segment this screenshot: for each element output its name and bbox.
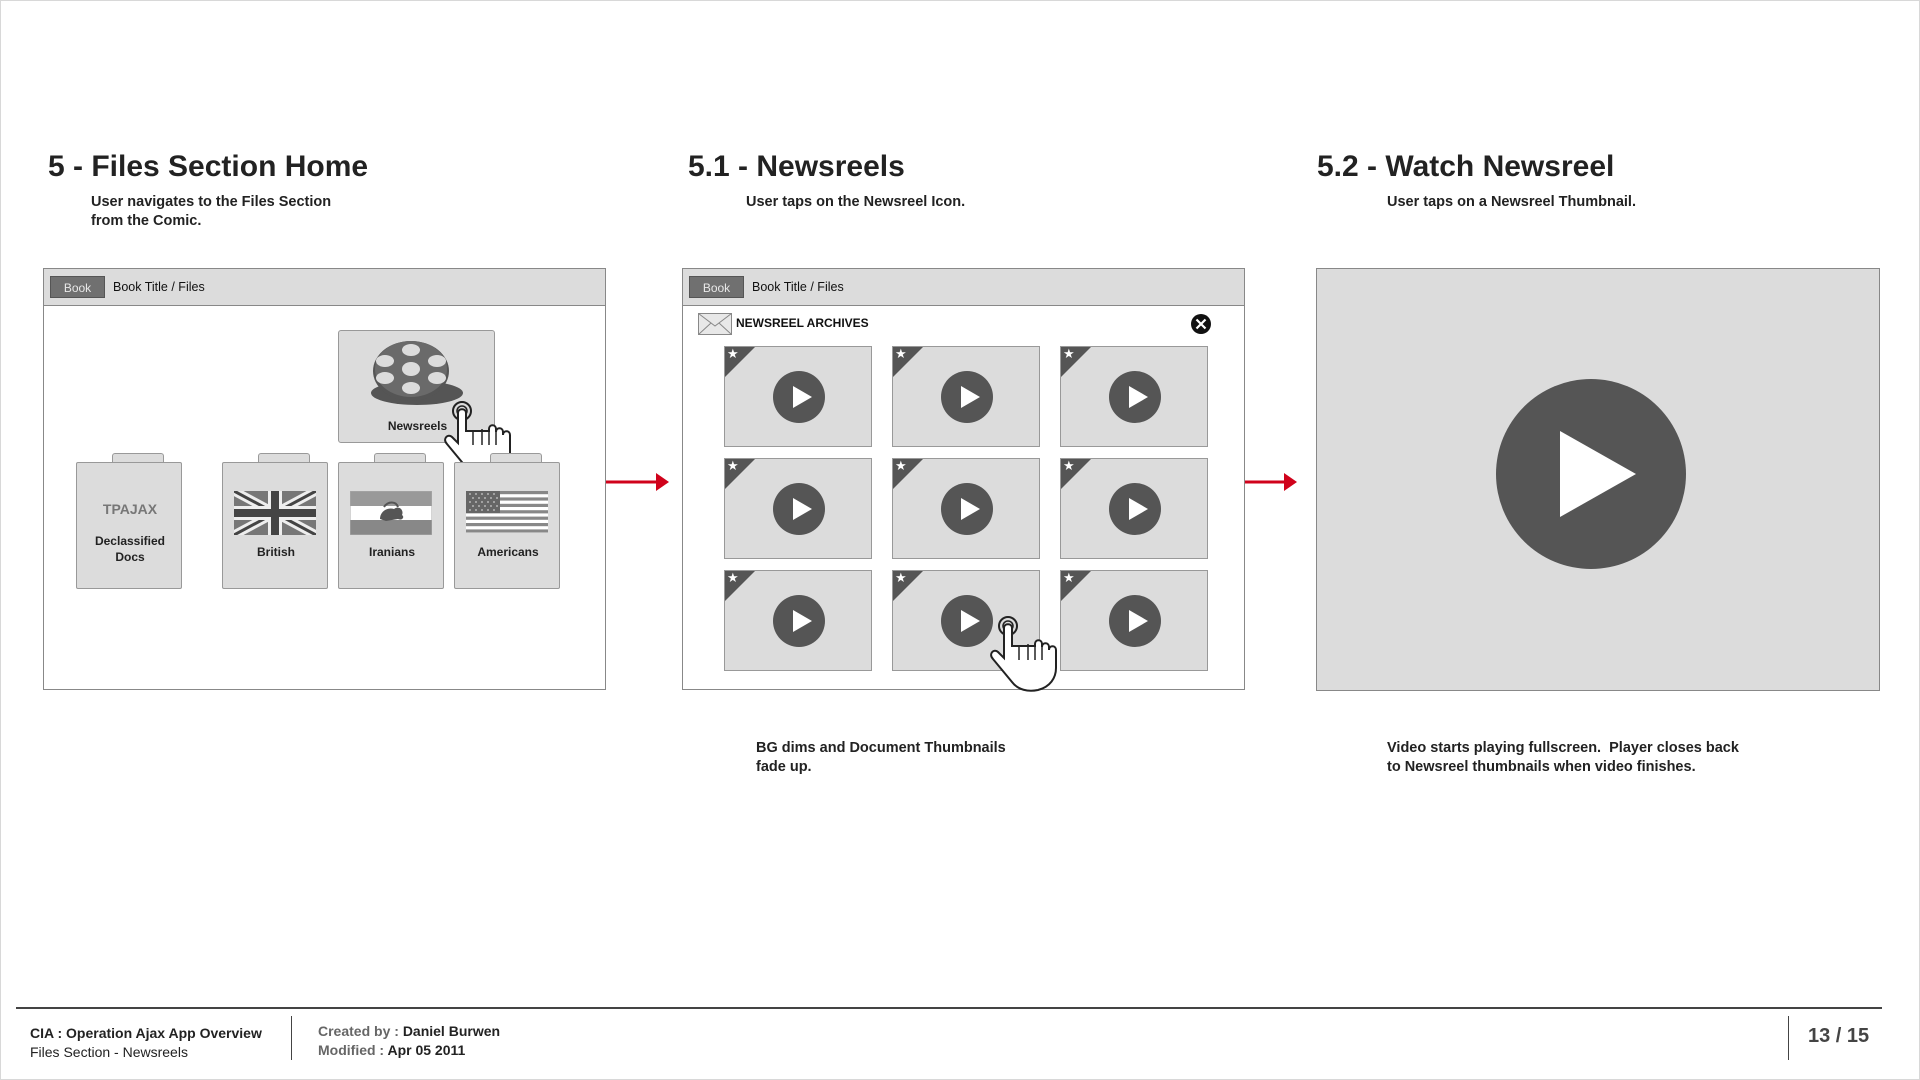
flow-arrow-icon [1245, 470, 1298, 494]
created-by: Daniel Burwen [402, 1023, 501, 1039]
play-icon [941, 595, 993, 647]
star-icon: ★ [1063, 346, 1075, 361]
top-bar [44, 269, 605, 306]
star-icon: ★ [727, 570, 739, 585]
play-icon [773, 371, 825, 423]
newsreel-thumbnail[interactable] [892, 346, 1040, 447]
star-icon: ★ [1063, 570, 1075, 585]
note-newsreels [756, 739, 1006, 777]
us-flag-icon [466, 491, 548, 533]
top-bar [683, 269, 1244, 306]
star-icon: ★ [895, 570, 907, 585]
play-icon [1109, 483, 1161, 535]
newsreel-thumbnail[interactable] [1060, 346, 1208, 447]
star-icon: ★ [895, 346, 907, 361]
newsreel-thumbnail[interactable] [1060, 458, 1208, 559]
play-icon [773, 483, 825, 535]
note-line: fade up. [756, 759, 812, 775]
folder-iranians[interactable] [338, 462, 444, 589]
desc-line: from the Comic. [91, 213, 202, 229]
play-icon [941, 371, 993, 423]
star-icon: ★ [727, 458, 739, 473]
note-line: BG dims and Document Thumbnails [756, 740, 1006, 756]
folder-label [77, 533, 183, 565]
folder-declassified-docs[interactable] [76, 462, 182, 589]
label-line: Declassified [94, 534, 166, 548]
newsreel-thumbnail[interactable] [1060, 570, 1208, 671]
play-icon [1109, 371, 1161, 423]
breadcrumb: Book Title / Files [113, 280, 205, 294]
screen-newsreels [682, 268, 1245, 690]
footer-modified [318, 1042, 465, 1058]
play-icon [773, 595, 825, 647]
iran-flag-icon [350, 491, 432, 535]
footer-project-title: CIA : Operation Ajax App Overview [30, 1025, 262, 1041]
note-video [1387, 739, 1739, 777]
modified-label: Modified : [318, 1042, 388, 1058]
modified-date: Apr 05 2011 [387, 1042, 466, 1058]
archive-title: NEWSREEL ARCHIVES [736, 316, 869, 330]
step-desc-files-home [91, 193, 331, 231]
newsreel-thumbnail[interactable] [892, 458, 1040, 559]
folder-british[interactable] [222, 462, 328, 589]
play-icon [1109, 595, 1161, 647]
desc-line: User navigates to the Files Section [91, 194, 332, 210]
footer-section: Files Section - Newsreels [30, 1044, 188, 1060]
tpajax-stamp: TPAJAX [102, 501, 158, 517]
newsreel-thumbnail[interactable] [724, 570, 872, 671]
label-line: Docs [115, 550, 145, 564]
star-icon: ★ [895, 458, 907, 473]
newsreels-label: Newsreels [387, 419, 448, 433]
screen-video-player [1316, 268, 1880, 691]
created-label: Created by : [318, 1023, 403, 1039]
screen-files-home [43, 268, 606, 690]
folder-label: Iranians [368, 545, 416, 559]
folder-americans[interactable] [454, 462, 560, 589]
play-button[interactable] [1496, 379, 1686, 569]
page-number: 13 / 15 [1808, 1025, 1870, 1047]
folder-label: Americans [477, 545, 539, 559]
tap-hand-icon [990, 614, 1062, 694]
breadcrumb: Book Title / Files [752, 280, 844, 294]
close-icon[interactable] [1190, 313, 1212, 335]
step-desc-newsreels: User taps on the Newsreel Icon. [746, 194, 966, 210]
step-title-files-home: 5 - Files Section Home [48, 150, 369, 183]
book-button[interactable]: Book [50, 276, 105, 298]
step-desc-watch-newsreel: User taps on a Newsreel Thumbnail. [1387, 194, 1636, 210]
newsreel-thumbnail[interactable] [724, 458, 872, 559]
envelope-icon [698, 313, 732, 335]
play-icon [941, 483, 993, 535]
book-button[interactable]: Book [689, 276, 744, 298]
star-icon: ★ [727, 346, 739, 361]
newsreel-thumbnail[interactable] [724, 346, 872, 447]
footer-divider [16, 1007, 1882, 1009]
step-title-newsreels: 5.1 - Newsreels [688, 150, 905, 183]
note-line: to Newsreel thumbnails when video finishes. [1387, 759, 1696, 775]
play-icon [1558, 431, 1638, 517]
footer-separator [291, 1016, 292, 1060]
folder-label: British [256, 545, 295, 559]
footer-separator [1788, 1016, 1789, 1060]
flow-arrow-icon [606, 470, 670, 494]
uk-flag-icon [234, 491, 316, 535]
note-line: Video starts playing fullscreen. Player closes back [1387, 740, 1739, 756]
star-icon: ★ [1063, 458, 1075, 473]
step-title-watch-newsreel: 5.2 - Watch Newsreel [1317, 150, 1615, 183]
footer-created [318, 1023, 500, 1039]
